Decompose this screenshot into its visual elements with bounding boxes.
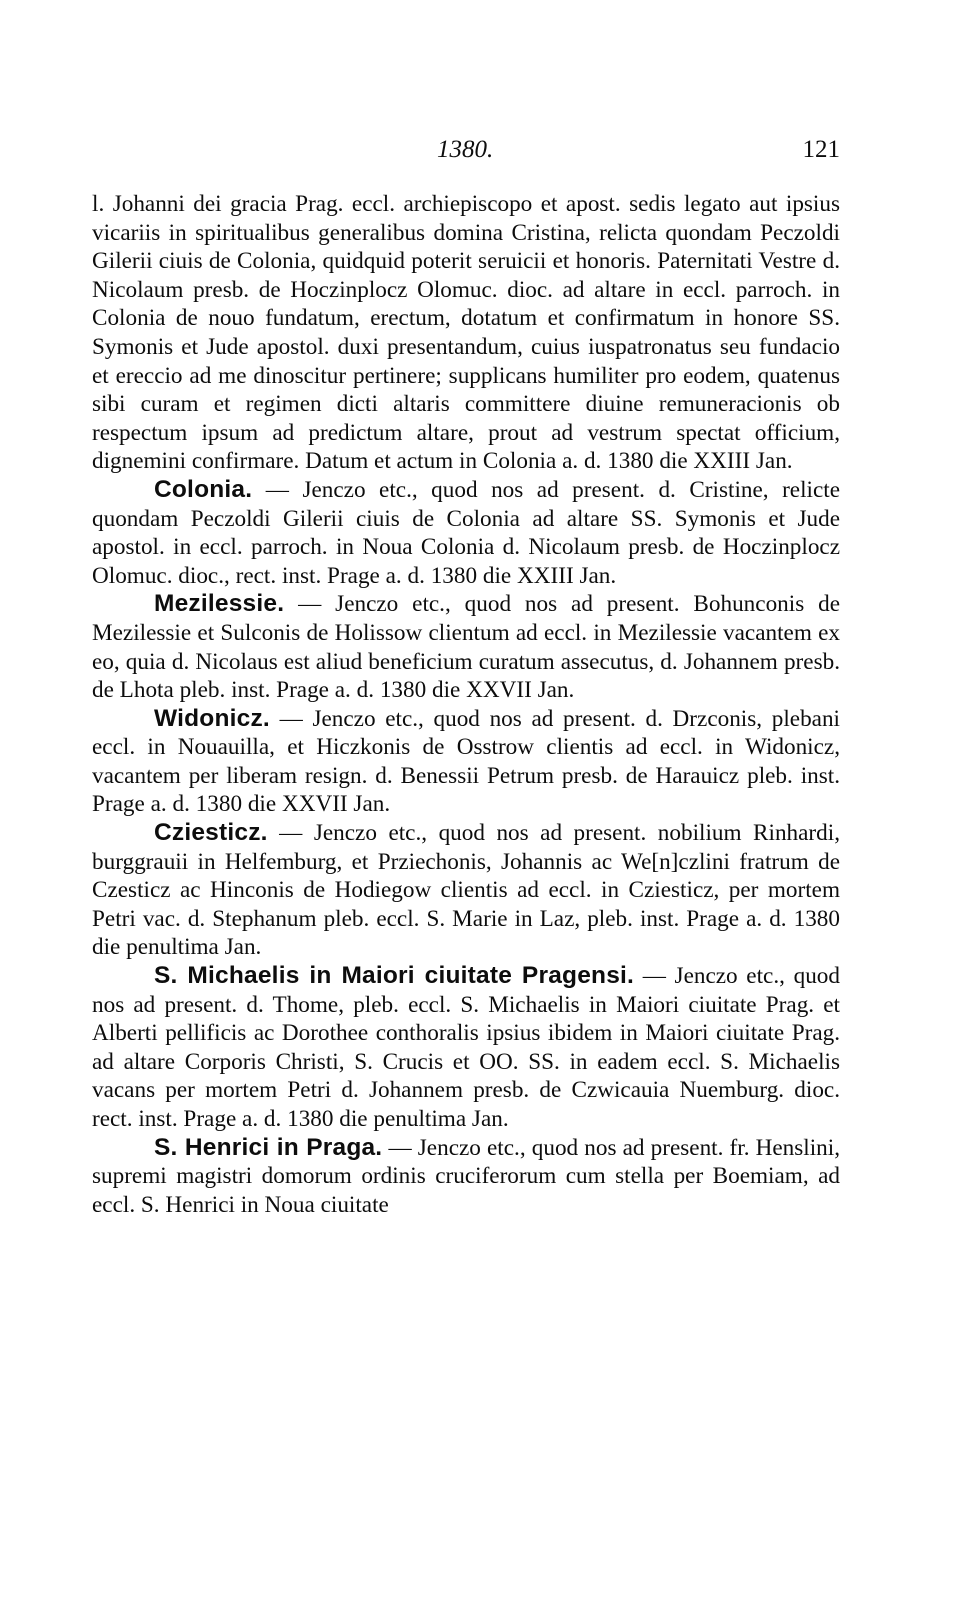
body-text bbox=[92, 190, 840, 1219]
entry-s-henrici bbox=[92, 1134, 840, 1220]
entry-heading: S. Henrici in Praga. bbox=[154, 1133, 383, 1161]
entry-text: — Jenczo etc., quod nos ad present. fr. Henslini, supremi magistri domorum ordinis cruciferorum cum stella per Boemiam, ad eccl. S. Henrici in Noua ciuitate bbox=[92, 1134, 840, 1218]
entry-mezilessie bbox=[92, 590, 840, 704]
entry-text: — Jenczo etc., quod nos ad present. d. Thome, pleb. eccl. S. Michaelis in Maiori ciuitate Prag. et Alberti pellificis ac Dorothee conthoralis ipsius ibidem in Maiori ciuitate Prag. ad altare Corporis Christi, S. Crucis et OO. SS. in eadem eccl. S. Michaelis vacans per mortem Petri d. Johannem presb. de Czwicauia Nuemburg. dioc. rect. inst. Prage a. d. 1380 die penultima Jan. bbox=[92, 963, 840, 1132]
entry-heading: Mezilessie. bbox=[154, 590, 285, 618]
entry-heading: Cziesticz. bbox=[154, 819, 268, 847]
entry-text: — Jenczo etc., quod nos ad present. nobilium Rinhardi, burggrauii in Helfemburg, et Prziechonis, Johannis ac We[n]czlini fratrum de Czesticz ac Hinconis de Hodiegow clientis ad eccl. in Cziesticz, per mortem Petri vac. d. Stephanum pleb. eccl. S. Marie in Laz, pleb. inst. Prage a. d. 1380 die penultima Jan. bbox=[92, 820, 840, 961]
entry-heading: Colonia. bbox=[154, 475, 253, 503]
page-number: 121 bbox=[802, 136, 840, 163]
running-head bbox=[92, 136, 840, 176]
entry-text: — Jenczo etc., quod nos ad present. d. Drzconis, plebani eccl. in Nouauilla, et Hiczkonis de Osstrow clientis ad eccl. in Widonicz, vacantem per liberam resign. d. Benessii Petrum presb. de Harauicz pleb. inst. Prage a. d. 1380 die XXVII Jan. bbox=[92, 705, 840, 818]
entry-widonicz bbox=[92, 705, 840, 819]
entry-colonia bbox=[92, 476, 840, 590]
header-year: 1380. bbox=[437, 136, 494, 163]
paragraph-text: l. Johanni dei gracia Prag. eccl. archiepiscopo et apost. sedis legato aut ipsius vicariis in spiritualibus generalibus domina Cristina, relicta quondam Peczoldi Gilerii ciuis de Colonia, quidquid poterit seruicii et honoris. Paternitati Vestre d. Nicolaum presb. de Hoczinplocz Olomuc. dioc. ad altare in eccl. parroch. in Colonia de nouo fundatum, erectum, dotatum et confirmatum in honore SS. Symonis et Jude apostol. duxi presentandum, cuius iuspatronatus seu fundacio et ereccio ad me dinoscitur pertinere; supplicans humiliter pro eodem, quatenus sibi curam et regimen dicti altaris committere diuine remuneracionis ob respectum ipsum ad predictum altare, prout ad vestrum spectat officium, dignemini confirmare. Datum et actum in Colonia a. d. 1380 die XXIII Jan. bbox=[92, 191, 840, 475]
paragraph-letter bbox=[92, 190, 840, 476]
entry-text: — Jenczo etc., quod nos ad present. Bohunconis de Mezilessie et Sulconis de Holissow clientum ad eccl. in Mezilessie vacantem ex eo, quia d. Nicolaus est aliud beneficium curatum assecutus, d. Johannem presb. de Lhota pleb. inst. Prage a. d. 1380 die XXVII Jan. bbox=[92, 591, 840, 704]
entry-s-michaelis bbox=[92, 962, 840, 1134]
entry-heading: S. Michaelis in Maiori ciuitate Pragensi. bbox=[154, 962, 635, 990]
entry-text: — Jenczo etc., quod nos ad present. d. Cristine, relicte quondam Peczoldi Gilerii ciuis de Colonia ad altare SS. Symonis et Jude apostol. in eccl. parroch. in Noua Colonia d. Nicolaum presb. de Hoczinplocz Olomuc. dioc., rect. inst. Prage a. d. 1380 die XXIII Jan. bbox=[92, 476, 840, 589]
entry-cziesticz bbox=[92, 819, 840, 962]
entry-heading: Widonicz. bbox=[154, 704, 270, 732]
